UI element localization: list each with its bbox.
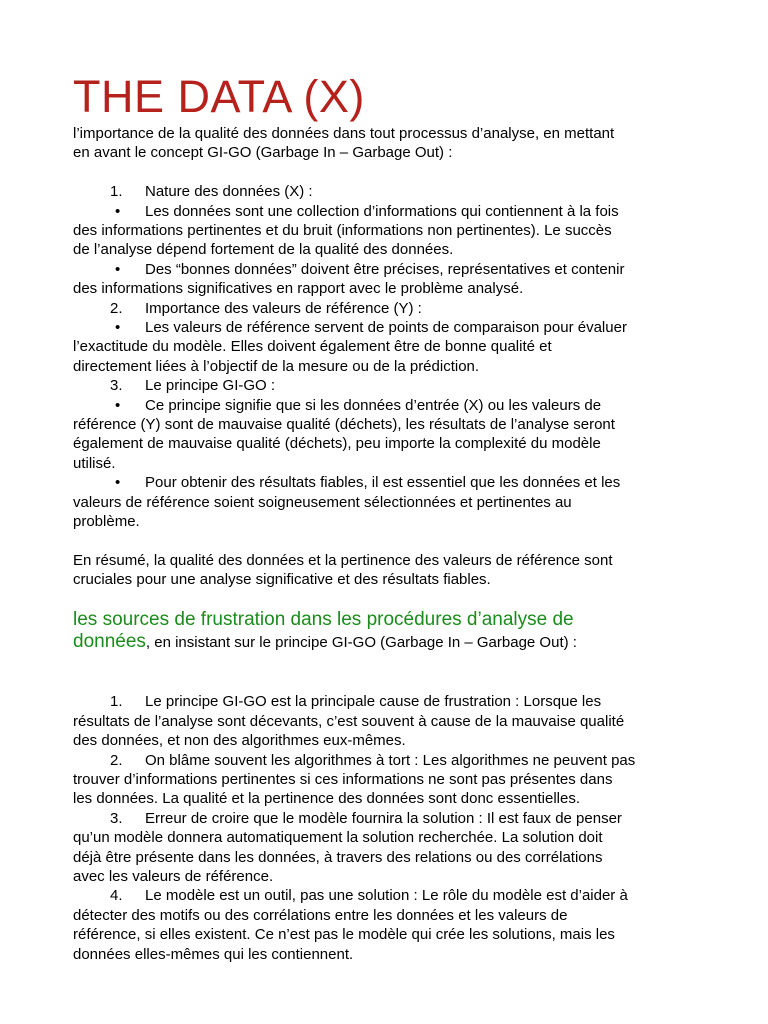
paragraph-line <box>73 925 700 944</box>
section1-list <box>73 182 700 531</box>
line-text: Erreur de croire que le modèle fournira la solution : Il est faux de penser <box>145 809 622 827</box>
list-item <box>73 886 700 905</box>
heading2-line1: les sources de frustration dans les procédures d’analyse de <box>73 609 574 630</box>
line-text: des informations significatives en rapport avec le problème analysé. <box>73 280 524 298</box>
list-item <box>73 202 700 221</box>
intro-line: l’importance de la qualité des données dans tout processus d’analyse, en mettant <box>73 125 615 142</box>
line-text: également de mauvaise qualité (déchets), peu importe la complexité du modèle <box>73 435 601 453</box>
line-text: de l’analyse dépend fortement de la qualité des données. <box>73 241 454 259</box>
list-item <box>73 473 700 492</box>
list-item <box>73 318 700 337</box>
line-text: détecter des motifs ou des corrélations entre les données et les valeurs de <box>73 906 568 924</box>
bullet-marker: • <box>115 396 121 414</box>
line-text: Des “bonnes données” doivent être précises, représentatives et contenir <box>145 260 625 278</box>
line-text: problème. <box>73 513 140 531</box>
line-text: Pour obtenir des résultats fiables, il est essentiel que les données et les <box>145 474 621 492</box>
list-item <box>73 299 700 318</box>
heading2-line2: données <box>73 631 146 652</box>
spacer <box>73 532 700 551</box>
line-text: données elles-mêmes qui les contiennent. <box>73 945 354 963</box>
line-text: On blâme souvent les algorithmes à tort : Les algorithmes ne peuvent pas <box>145 751 636 769</box>
line-text: l’exactitude du modèle. Elles doivent également être de bonne qualité et <box>73 338 552 356</box>
paragraph-line <box>73 712 700 731</box>
paragraph-line <box>73 493 700 512</box>
line-text: Le principe GI-GO : <box>145 377 276 395</box>
line-text: avec les valeurs de référence. <box>73 868 274 886</box>
list-item <box>73 809 700 828</box>
paragraph-line <box>73 906 700 925</box>
list-number: 2. <box>110 299 123 317</box>
line-text: référence, si elles existent. Ce n’est pas le modèle qui crée les solutions, mais les <box>73 926 615 944</box>
line-text: Ce principe signifie que si les données d’entrée (X) ou les valeurs de <box>145 396 602 414</box>
paragraph-line <box>73 240 700 259</box>
line-text: Nature des données (X) : <box>145 183 313 201</box>
line-text: résultats de l’analyse sont décevants, c’est souvent à cause de la mauvaise qualité <box>73 712 625 730</box>
line-text: directement liées à l’objectif de la mesure ou de la prédiction. <box>73 357 480 375</box>
summary-line: cruciales pour une analyse significative et des résultats fiables. <box>73 571 491 589</box>
list-number: 1. <box>110 183 123 201</box>
paragraph-line <box>73 221 700 240</box>
list-item <box>73 182 700 201</box>
paragraph-line <box>73 279 700 298</box>
line-text: trouver d’informations pertinentes si ces informations ne sont pas présentes dans <box>73 771 613 789</box>
paragraph-line <box>73 434 700 453</box>
paragraph-line <box>73 867 700 886</box>
list-number: 2. <box>110 751 123 769</box>
paragraph-line <box>73 828 700 847</box>
bullet-marker: • <box>115 474 121 492</box>
line-text: déjà être présente dans les données, à travers des relations ou des corrélations <box>73 848 603 866</box>
heading2-rest: , en insistant sur le principe GI-GO (Garbage In – Garbage Out) : <box>145 634 577 651</box>
line-text: Importance des valeurs de référence (Y) : <box>145 299 422 317</box>
line-text: Le modèle est un outil, pas une solution : Le rôle du modèle est d’aider à <box>145 887 628 905</box>
section-heading-frustration <box>73 609 713 653</box>
paragraph-line <box>73 337 700 356</box>
list-number: 1. <box>110 693 123 711</box>
paragraph-line <box>73 512 700 531</box>
list-item <box>73 751 700 770</box>
spacer <box>73 163 700 182</box>
line-text: valeurs de référence soient soigneusement sélectionnées et pertinentes au <box>73 493 572 511</box>
paragraph-line <box>73 454 700 473</box>
line-text: Les valeurs de référence servent de points de comparaison pour évaluer <box>145 319 627 337</box>
line-text: des informations pertinentes et du bruit (informations non pertinentes). Le succès <box>73 222 612 240</box>
line-text: utilisé. <box>73 454 116 472</box>
paragraph-line <box>73 415 700 434</box>
paragraph-line <box>73 731 700 750</box>
line-text: référence (Y) sont de mauvaise qualité (déchets), les résultats de l’analyse seront <box>73 416 615 434</box>
spacer <box>73 673 700 692</box>
document-title: THE DATA (X) <box>73 71 365 122</box>
list-item <box>73 396 700 415</box>
list-number: 3. <box>110 809 123 827</box>
summary-line: En résumé, la qualité des données et la pertinence des valeurs de référence sont <box>73 551 613 569</box>
paragraph-line <box>73 789 700 808</box>
line-text: les données. La qualité et la pertinence des données sont donc essentielles. <box>73 790 581 808</box>
list-item <box>73 260 700 279</box>
paragraph-line <box>73 770 700 789</box>
section-data <box>73 124 700 590</box>
paragraph-line <box>73 848 700 867</box>
paragraph-line <box>73 945 700 964</box>
section-frustration <box>73 673 700 964</box>
line-text: des données, et non des algorithmes eux-mêmes. <box>73 732 406 750</box>
list-item <box>73 692 700 711</box>
intro-line: en avant le concept GI-GO (Garbage In – Garbage Out) : <box>73 144 453 162</box>
list-item <box>73 376 700 395</box>
paragraph-line <box>73 357 700 376</box>
line-text: qu’un modèle donnera automatiquement la solution recherchée. La solution doit <box>73 829 603 847</box>
bullet-marker: • <box>115 202 121 220</box>
list-number: 4. <box>110 887 123 905</box>
section2-list <box>73 692 700 964</box>
line-text: Le principe GI-GO est la principale cause de frustration : Lorsque les <box>145 693 602 711</box>
list-number: 3. <box>110 377 123 395</box>
bullet-marker: • <box>115 319 121 337</box>
line-text: Les données sont une collection d’informations qui contiennent à la fois <box>145 202 619 220</box>
bullet-marker: • <box>115 260 121 278</box>
